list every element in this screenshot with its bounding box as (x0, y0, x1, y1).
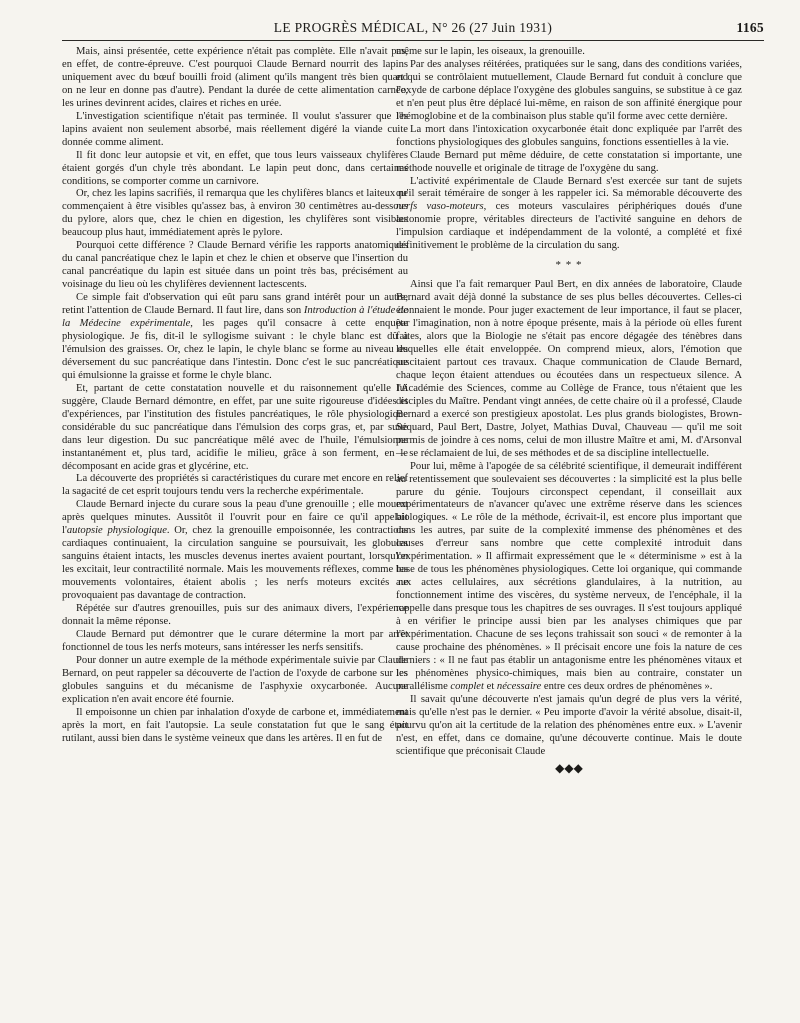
paragraph: Il fit donc leur autopsie et vit, en effet, que tous leurs vaisseaux chylifères étaient gorgés d'un chyle très abondant. Le lapin peut donc, dans certaines conditions, se comporter comme un carnivore. (62, 149, 408, 187)
paragraph: Claude Bernard put démontrer que le curare détermine la mort par arrêt fonctionnel de tous les nerfs moteurs, sans intéresser les nerfs sensitifs. (62, 628, 408, 653)
italic-term: autopsie physiologique (66, 525, 167, 537)
text-run: , ces moteurs vasculaires périphériques doués d'une autonomie propre, véritables directeurs de l'activité sanguine en dehors de l'impulsion cardiaque et indépendamment de la volonté, a complété et fixé définitivement le problème de la circulation du sang. (396, 201, 742, 252)
italic-term: nerfs vaso-moteurs (396, 201, 484, 213)
paragraph: Il savait qu'une découverte n'est jamais qu'un degré de plus vers la vérité, mais qu'elle n'est pas le dernier. « Peu importe d'avoir la vérité absolue, disait-il, pourvu qu'on ait la certitude de la relation des phénomènes entre eux. » L'avenir n'est, en effet, dans ce domaine, qu'une découverte continue. Mais le doute scientifique que préconisait Claude (396, 693, 742, 757)
left-column (62, 46, 408, 745)
paragraph: Mais, ainsi présentée, cette expérience n'était pas complète. Elle n'avait pas, en effet, de contre-épreuve. C'est pourquoi Claude Bernard nourrit des lapins uniquement avec du bœuf bouilli froid (aliment qu'ils mangent très bien quand on ne leur en donne pas d'autre). Pendant la durée de cette alimentation carnée, les urines devinrent acides, claires et riches en urée. (62, 46, 408, 109)
paragraph (62, 292, 408, 383)
text-run: . Or, chez la grenouille empoisonnée, les contractions cardiaques continuaient, la circulation sanguine se poursuivait, les globules sanguins étaient intacts, les muscles devenus inertes avaient pourtant, lorsqu'on les excitait, leur contractilité normale. Mais les mouvements réflexes, comme les mouvements volontaires, étaient abolis ; les nerfs moteurs excités ne provoquaient pas davantage de contraction. (62, 525, 408, 602)
text-run: Ce simple fait d'observation qui eût paru sans grand intérêt pour un autre, retint l'attention de Claude Bernard. Il faut lire, dans son (62, 292, 408, 317)
paragraph: Pourquoi cette différence ? Claude Bernard vérifie les rapports anatomiques du canal pancréatique chez le lapin et chez le chien et observe que l'insertion du canal pancréatique du lapin est située dans un point très bas, précisément au voisinage du lieu où les chylifères deviennent lactescents. (62, 240, 408, 291)
italic-term: nécessaire (496, 680, 542, 692)
paragraph: L'investigation scientifique n'était pas terminée. Il voulut s'assurer que les lapins avaient non seulement absorbé, mais réellement digéré la viande cuite donnée comme aliment. (62, 110, 408, 148)
paragraph (62, 499, 408, 603)
end-ornament: ◆◆◆ (555, 760, 583, 775)
header-rule (62, 40, 764, 41)
text-run: Claude Bernard injecte du curare sous la peau d'une grenouille ; elle mourut après quelques minutes. Aussitôt il l'ouvrit pour en faire ce qu'il appelait l' (62, 499, 408, 537)
paragraph: Ainsi que l'a fait remarquer Paul Bert, en dix années de laboratoire, Claude Bernard avait déjà donné la substance de ses plus belles découvertes. Celles-ci étonnaient le monde. Pour juger exactement de leur importance, il faut se placer, par l'imagination, non à notre époque présente, mais à la période où elles furent faites, alors que la Biologie ne s'était pas encore dégagée des ténèbres dans lesquelles elle était enveloppée. On comprend mieux, alors, l'émotion que suscitaient partout ces travaux. Chaque communication de Claude Bernard, chaque leçon étaient attendues ou écoutées dans un respectueux silence. A l'Académie des Sciences, comme au Collège de France, tous n'étaient que les disciples du Maître. Pendant vingt années, de cette chaire où il a professé, Claude Bernard a exercé son prestigieux apostolat. Les plus grands biologistes, Brown-Séquard, Paul Bert, Dastre, Jolyet, Mathias Duval, Chauveau — qu'il me soit permis de joindre à ces noms, celui de mon illustre Maître et ami, M. d'Arsonval — se réclamaient de lui, de ses méthodes et de sa discipline intellectuelle. (396, 279, 742, 459)
italic-term: complet (450, 680, 484, 692)
paragraph (396, 461, 742, 694)
paragraph (396, 176, 742, 254)
right-column (396, 46, 742, 775)
running-title: LE PROGRÈS MÉDICAL, N° 26 (27 Juin 1931) (273, 20, 553, 35)
text-run: entre ces deux ordres de phénomènes ». (541, 680, 713, 692)
book-title: Introduction à l'étude de la Médecine expérimentale (62, 305, 408, 330)
section-separator: * * * (555, 259, 583, 272)
paragraph: Répétée sur d'autres grenouilles, puis sur des animaux divers, l'expérience donnait la même réponse. (62, 602, 408, 627)
paragraph: Et, partant de cette constatation nouvelle et du raisonnement qu'elle lui suggère, Claude Bernard démontre, en effet, par une suite rigoureuse d'idées et d'expériences, par l'institution des fistules pancréatiques, le rôle physiologique considérable du suc pancréatique dans l'émulsion des corps gras, et, par suite dans leur digestion. Du suc pancréatique mêlé avec de l'huile, l'émulsionne instantanément et, plus tard, acidifie le milieu, grâce à son ferment, en le décomposant en acide gras et glycérine, etc. (62, 382, 408, 472)
text-run: Pour lui, même à l'apogée de sa célébrité scientifique, il demeurait indifférent au retentissement que soulevaient ses découvertes : la simplicité est la plus belle parure du génie. Toujours circonspect cependant, il conseillait aux expérimentateurs de n'avancer qu'avec une extrême réserve dans les sciences biologiques. « Le rôle de la méthode, écrivait-il, est encore plus important que dans les autres, par suite de la complexité immense des phénomènes et des causes d'erreur sans nombre que cette complexité introduit dans l'expérimentation. » Il affirmait expressément que le « déterminisme » est à la base de tous les phénomènes physiologiques. Cette loi organique, qui commande aux actes cellulaires, aux sécrétions glandulaires, à la nutrition, au fonctionnement intime des viscères, du système nerveux, de l'encéphale, il la rappelle dans presque tous les chapitres de ses ouvrages. Il s'est toujours appliqué à en vérifier le principe aussi bien par les analyses chimiques que par l'expérimentation. Chacune de ses leçons trahissait son souci « de remonter à la cause prochaine des phénomènes. » Il précisait encore une fois la nature de ces derniers : « Il ne faut pas établir un antagonisme entre les phénomènes vitaux et les phénomènes physico-chimiques, mais bien au contraire, constater un parallélisme (396, 460, 742, 692)
paragraph: Claude Bernard put même déduire, de cette constatation si importante, une méthode nouvelle et originale de titrage de l'oxygène du sang. (396, 149, 742, 174)
paragraph: Pour donner un autre exemple de la méthode expérimentale suivie par Claude Bernard, on peut rappeler sa découverte de l'action de l'oxyde de carbone sur les globules sanguins et du mécanisme de l'asphyxie oxycarbonée. Aucune explication n'en avait encore été fournie. (62, 654, 408, 705)
paragraph: Par des analyses réitérées, pratiquées sur le sang, dans des conditions variées, et qui se contrôlaient mutuellement, Claude Bernard fut conduit à conclure que l'oxyde de carbone déplace l'oxygène des globules sanguins, se substitue à ce gaz et n'en peut plus être déplacé lui-même, en raison de son affinité énergique pour l'hémoglobine et de la combinaison plus stable qu'il forme avec cette dernière. (396, 58, 742, 122)
paragraph: La mort dans l'intoxication oxycarbonée était donc expliquée par l'arrêt des fonctions physiologiques des globules sanguins, fonctions essentielles à la vie. (396, 123, 742, 148)
paragraph: La découverte des propriétés si caractéristiques du curare met encore en relief la sagacité de cet esprit toujours tendu vers la recherche expérimentale. (62, 473, 408, 498)
text-run: , les pages qu'il consacre à cette enquête physiologique. Je fis, dit-il le syllogisme suivant : le chyle blanc est dû à l'émulsion des graisses. Or, chez le lapin, le chyle blanc se forme au niveau du déversement du suc pancréatique dans l'intestin. Donc c'est le suc pancréatique qui émulsionne la graisse et forme le chyle blanc. (62, 318, 408, 381)
text-run: et (483, 680, 497, 692)
paragraph-continuation: même sur le lapin, les oiseaux, la grenouille. (396, 46, 585, 57)
paragraph: Il empoisonne un chien par inhalation d'oxyde de carbone et, immédiatement après la mort, en fait l'autopsie. La seule constatation fut que le sang était rutilant, aussi bien dans le système veineux que dans les artères. Il en fut de (62, 706, 408, 744)
running-header (62, 18, 764, 38)
paragraph: Or, chez les lapins sacrifiés, il remarqua que les chylifères blancs et laiteux ne commençaient à être visibles qu'assez bas, à environ 30 centimètres au-dessous du pylore, alors que, chez le chien en digestion, les chylifères sont visibles beaucoup plus haut, immédiatement après le pylore. (62, 188, 408, 239)
text-run: L'activité expérimentale de Claude Bernard s'est exercée sur tant de sujets qu'il serait téméraire de songer à les rappeler ici. Sa mémorable découverte des (396, 175, 742, 200)
page-number: 1165 (736, 20, 764, 35)
